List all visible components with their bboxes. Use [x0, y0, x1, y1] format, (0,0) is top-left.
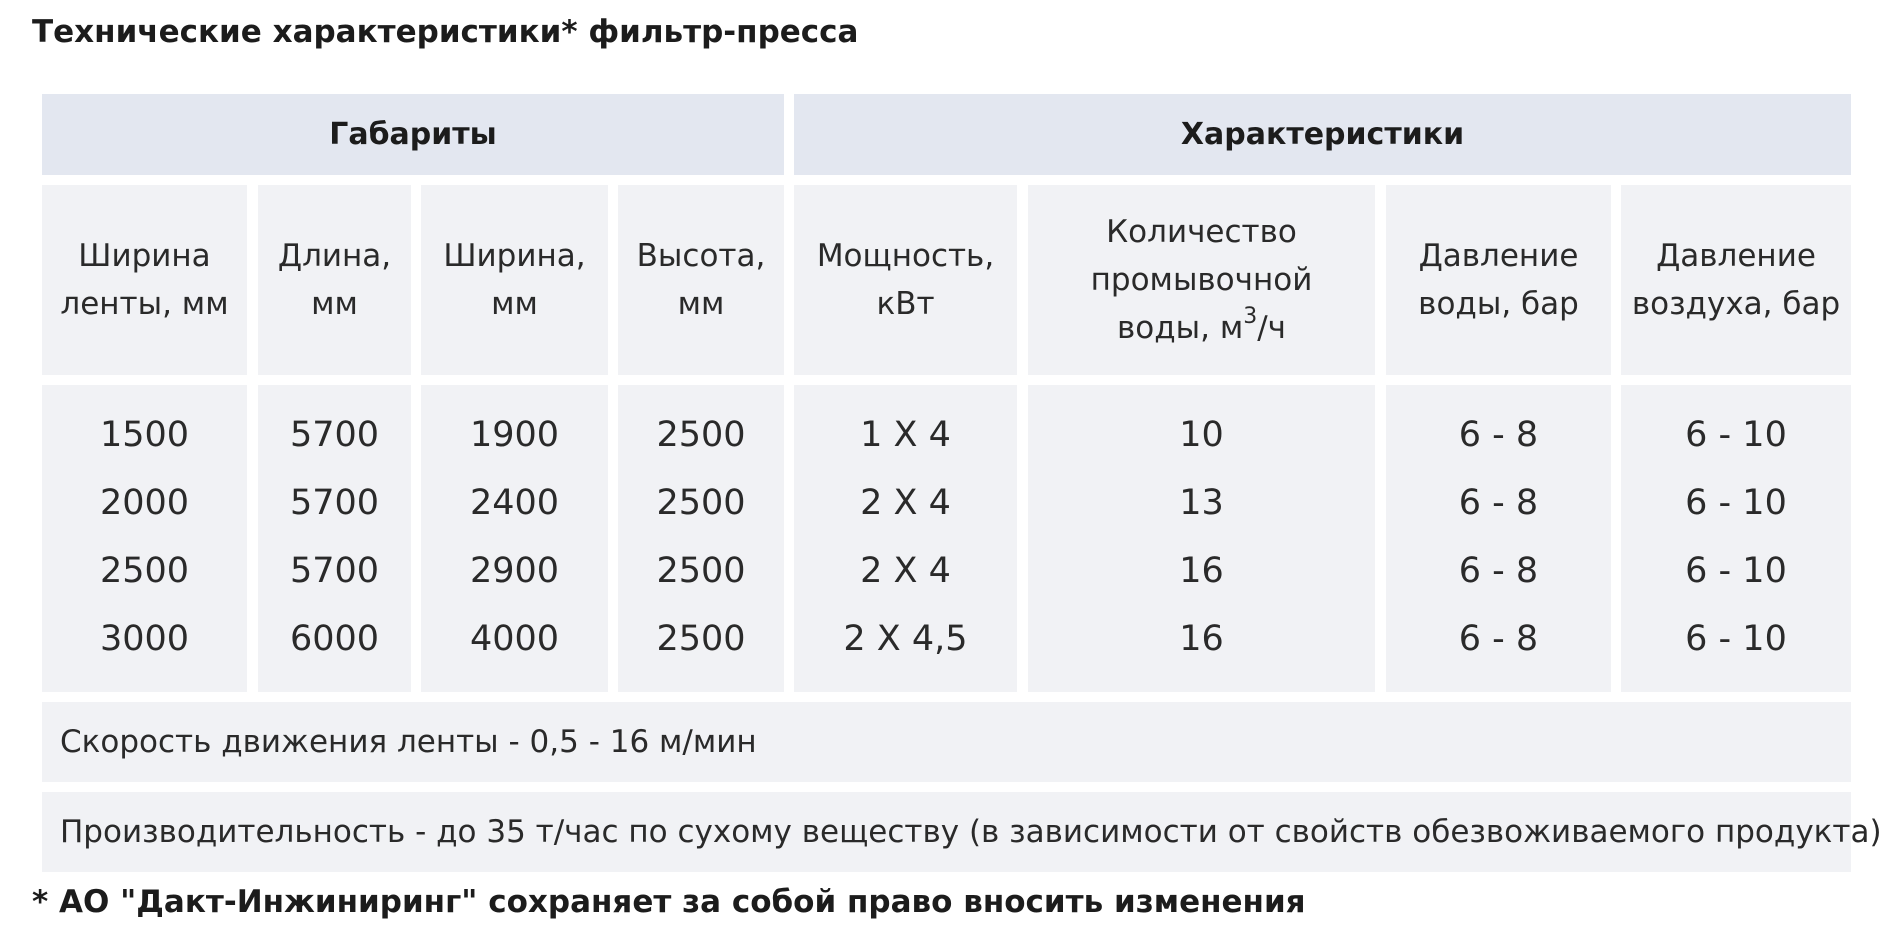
- table-cell: 2500: [656, 551, 746, 591]
- col-header-line: кВт: [876, 286, 935, 322]
- col-header-length: [258, 185, 411, 375]
- col-header-water-pressure: [1386, 185, 1611, 375]
- table-cell: 6000: [289, 619, 380, 659]
- col-header-power: [794, 185, 1017, 375]
- table-cell: 2 X 4,5: [843, 619, 968, 659]
- table-cell: 2 X 4: [860, 551, 951, 591]
- col-header-line: мм: [491, 286, 538, 322]
- col-header-belt-width: [42, 185, 247, 375]
- table-cell: 6 - 8: [1458, 483, 1539, 523]
- table-cell: 6 - 10: [1685, 551, 1787, 591]
- col-header-line: Давление: [1418, 238, 1579, 274]
- superscript: 3: [1243, 303, 1258, 329]
- table-cell: 16: [1179, 551, 1224, 591]
- col-header-air-pressure: [1621, 185, 1851, 375]
- note-belt-speed: Скорость движения ленты - 0,5 - 16 м/мин: [42, 702, 1851, 782]
- col-header-line: Высота,: [636, 238, 766, 274]
- data-col-water-pressure: [1386, 385, 1611, 692]
- col-header-line: /ч: [1257, 310, 1286, 346]
- table-cell: 6 - 10: [1685, 415, 1787, 455]
- table-cell: 2900: [469, 551, 560, 591]
- table-cell: 10: [1179, 415, 1224, 455]
- table-cell: 2500: [656, 483, 746, 523]
- data-col-air-pressure: [1621, 385, 1851, 692]
- col-header-line: Длина,: [277, 238, 392, 274]
- table-cell: 16: [1179, 619, 1224, 659]
- col-header-height: [618, 185, 784, 375]
- table-cell: 13: [1179, 483, 1224, 523]
- table-cell: 6 - 8: [1458, 619, 1539, 659]
- table-cell: 2500: [656, 415, 746, 455]
- table-cell: 2500: [99, 551, 190, 591]
- table-cell: 6 - 8: [1458, 551, 1539, 591]
- col-header-line: Мощность,: [816, 238, 995, 274]
- table-cell: 5700: [289, 483, 380, 523]
- data-col-width: [421, 385, 608, 692]
- col-header-width: [421, 185, 608, 375]
- table-cell: 2500: [656, 619, 746, 659]
- data-col-belt-width: [42, 385, 247, 692]
- table-cell: 3000: [99, 619, 190, 659]
- col-header-line: воздуха, бар: [1631, 286, 1841, 322]
- col-header-line: мм: [311, 286, 358, 322]
- table-cell: 2000: [99, 483, 190, 523]
- table-cell: 5700: [289, 551, 380, 591]
- table-cell: 1500: [99, 415, 190, 455]
- footer-disclaimer: * АО "Дакт-Инжиниринг" сохраняет за собой право вносить изменения: [32, 884, 1306, 920]
- col-header-line: воды, бар: [1418, 286, 1579, 322]
- table-cell: 6 - 10: [1685, 483, 1787, 523]
- table-cell: 2 X 4: [860, 483, 951, 523]
- table-cell: 4000: [469, 619, 560, 659]
- col-header-line: Количество: [1106, 214, 1297, 250]
- data-col-wash-water: [1028, 385, 1375, 692]
- table-cell: 6 - 10: [1685, 619, 1787, 659]
- data-col-height: [618, 385, 784, 692]
- table-cell: 1 X 4: [860, 415, 951, 455]
- col-header-line: мм: [677, 286, 725, 322]
- col-header-wash-water: [1028, 185, 1375, 375]
- data-col-length: [258, 385, 411, 692]
- group-header-characteristics: Характеристики: [794, 94, 1851, 175]
- col-header-line: Ширина,: [443, 238, 586, 274]
- col-header-line: промывочной: [1090, 262, 1313, 298]
- table-cell: 6 - 8: [1458, 415, 1539, 455]
- table-cell: 2400: [469, 483, 560, 523]
- page-title: Технические характеристики* фильтр-пресса: [32, 14, 859, 50]
- table-cell: 1900: [469, 415, 560, 455]
- note-capacity: Производительность - до 35 т/час по сухому веществу (в зависимости от свойств обезвоживаемого продукта): [42, 792, 1851, 872]
- col-header-line: ленты, мм: [60, 286, 229, 322]
- table-cell: 5700: [289, 415, 380, 455]
- col-header-line: воды, м: [1116, 310, 1244, 346]
- col-header-line: Давление: [1656, 238, 1816, 274]
- col-header-line: Ширина: [78, 238, 211, 274]
- group-header-dimensions: Габариты: [42, 94, 784, 175]
- data-col-power: [794, 385, 1017, 692]
